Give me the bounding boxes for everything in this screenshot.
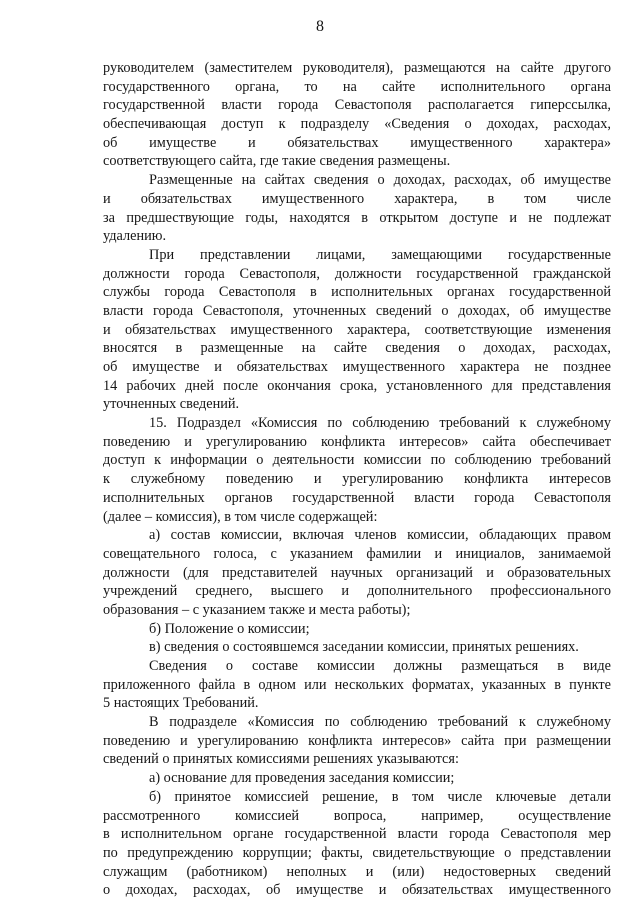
text-line: служащим (работником) неполных и (или) недостоверных сведений — [103, 863, 611, 880]
text-line: поведению и урегулированию конфликта интересов» сайта при размещении — [103, 732, 611, 749]
text-line: государственной власти города Севастополя располагается гиперссылка, — [103, 97, 611, 114]
text-line: (далее – комиссия), в том числе содержащей: — [103, 508, 378, 525]
text-line: приложенного файла в одном или нескольких форматах, указанных в пункте — [103, 676, 611, 693]
text-line: 14 рабочих дней после окончания срока, установленного для представления — [103, 377, 611, 394]
text-line: соответствующего сайта, где такие сведения размещены. — [103, 153, 451, 170]
text-line: В подразделе «Комиссия по соблюдению требований к служебному — [149, 714, 611, 731]
text-line: б) Положение о комиссии; — [149, 620, 310, 637]
text-line: 5 настоящих Требований. — [103, 695, 259, 712]
text-line: в) сведения о состоявшемся заседании комиссии, принятых решениях. — [149, 639, 579, 656]
page-number: 8 — [316, 18, 324, 35]
text-line: уточненных сведений. — [103, 396, 240, 413]
text-line: а) основание для проведения заседания комиссии; — [149, 770, 455, 787]
text-line: а) состав комиссии, включая членов комиссии, обладающих правом — [149, 527, 611, 544]
text-line: поведению и урегулированию конфликта интересов» сайта обеспечивает — [103, 433, 611, 450]
text-line: б) принятое комиссией решение, в том числе ключевые детали — [149, 788, 611, 805]
text-line: совещательного голоса, с указанием фамилии и инициалов, занимаемой — [103, 545, 611, 562]
text-line: Размещенные на сайтах сведения о доходах, расходах, об имуществе — [149, 172, 611, 189]
text-line: При представлении лицами, замещающими государственные — [149, 246, 611, 263]
text-line: должности (для представителей научных организаций и образовательных — [103, 564, 611, 581]
text-line: и обязательствах имущественного характера, в том числе — [103, 190, 611, 207]
text-line: за предшествующие годы, находятся в открытом доступе и не подлежат — [103, 209, 611, 226]
text-line: к служебному поведению и урегулированию конфликта интересов — [103, 471, 611, 488]
text-line: об имуществе и обязательствах имущественного характера» — [103, 134, 611, 151]
text-line: власти города Севастополя, уточненных сведений о доходах, об имуществе — [103, 302, 611, 319]
text-line: образования – с указанием также и места работы); — [103, 601, 411, 618]
text-line: сведений о принятых комиссиями решениях указываются: — [103, 751, 459, 768]
text-line: о доходах, расходах, об имуществе и обязательствах имущественного — [103, 882, 611, 899]
text-line: Сведения о составе комиссии должны размещаться в виде — [149, 658, 611, 674]
text-line: доступ к информации о деятельности комиссии по соблюдению требований — [103, 452, 611, 469]
text-line: исполнительных органов государственной власти города Севастополя — [103, 489, 611, 506]
text-line: государственного органа, то на сайте исполнительного органа — [103, 78, 611, 95]
document-body — [103, 59, 611, 900]
text-line: по предупреждению коррупции; факты, свидетельствующие о представлении — [103, 844, 611, 861]
text-line: 15. Подраздел «Комиссия по соблюдению требований к служебному — [149, 415, 611, 432]
text-line: и обязательствах имущественного характера, соответствующие изменения — [103, 321, 611, 338]
text-line: руководителем (заместителем руководителя), размещаются на сайте другого — [103, 60, 611, 76]
text-line: вносятся в размещенные на сайте сведения о доходах, расходах, — [103, 340, 611, 357]
text-line: удалению. — [103, 228, 167, 245]
text-line: рассмотренного комиссией вопроса, например, осуществление — [103, 807, 611, 824]
text-line: об имуществе и обязательствах имущественного характера не позднее — [103, 359, 611, 375]
text-line: должности города Севастополя, должности государственной гражданской — [103, 265, 611, 282]
text-line: службы города Севастополя в исполнительных органах государственной — [103, 284, 611, 301]
text-line: в исполнительном органе государственной власти города Севастополя мер — [103, 826, 611, 843]
text-line: учреждений среднего, высшего и дополнительного профессионального — [103, 583, 611, 600]
text-line: обеспечивающая доступ к подразделу «Сведения о доходах, расходах, — [103, 116, 611, 133]
